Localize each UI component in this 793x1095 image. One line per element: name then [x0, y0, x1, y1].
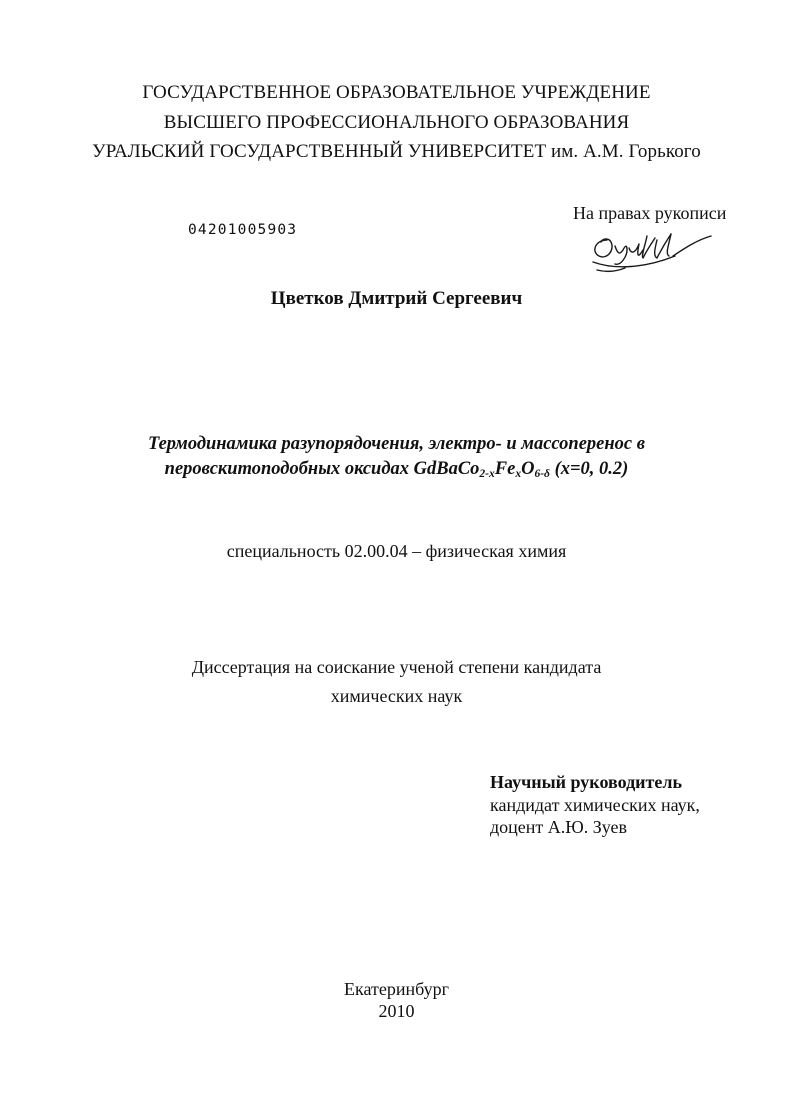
- title-sub-co: 2-x: [479, 468, 495, 480]
- title-fe: Fe: [494, 459, 516, 479]
- manuscript-note: На правах рукописи: [573, 203, 727, 223]
- year: 2010: [378, 1001, 415, 1021]
- title-sub-o: 6-δ: [534, 468, 550, 480]
- title-sub-fe: x: [515, 468, 522, 480]
- degree-line-1: Диссертация на соискание ученой степени кандидата: [191, 657, 602, 677]
- degree-line-2: химических наук: [330, 686, 463, 706]
- institution-line-2: ВЫСШЕГО ПРОФЕССИОНАЛЬНОГО ОБРАЗОВАНИЯ: [163, 112, 630, 133]
- supervisor-line-1: кандидат химических наук,: [490, 794, 700, 815]
- signature-icon: [585, 226, 720, 276]
- institution-line-1: ГОСУДАРСТВЕННОЕ ОБРАЗОВАТЕЛЬНОЕ УЧРЕЖДЕНИЕ: [142, 82, 651, 103]
- title-o: O: [521, 459, 535, 479]
- institution-line-3: УРАЛЬСКИЙ ГОСУДАРСТВЕННЫЙ УНИВЕРСИТЕТ им. А.М. Горького: [92, 141, 701, 162]
- supervisor-line-2: доцент А.Ю. Зуев: [490, 817, 628, 837]
- signature-graphic: [585, 226, 720, 276]
- specialty: специальность 02.00.04 – физическая химия: [226, 541, 567, 561]
- title-line-1: Термодинамика разупорядочения, электро- и массоперенос в: [147, 434, 646, 454]
- title-prefix: перовскитоподобных оксидах GdBaCo: [164, 459, 480, 479]
- supervisor-heading: Научный руководитель: [490, 772, 682, 792]
- title-line-2: [0, 458, 793, 480]
- title-suffix: (x=0, 0.2): [549, 459, 629, 479]
- supervisor-block: [490, 771, 700, 839]
- author-name: Цветков Дмитрий Сергеевич: [270, 288, 523, 309]
- city: Екатеринбург: [344, 979, 449, 999]
- document-number: 04201005903: [188, 222, 298, 238]
